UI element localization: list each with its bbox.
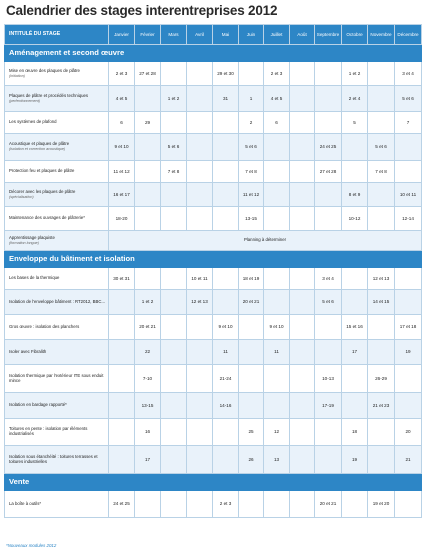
date-cell <box>368 207 395 231</box>
date-cell <box>342 393 368 419</box>
date-cell <box>395 268 422 290</box>
table-row <box>5 183 422 207</box>
date-cell: 12 et 13 <box>187 290 213 315</box>
course-name-label: La boîte à outils* <box>9 500 42 506</box>
course-name <box>5 419 109 446</box>
date-cell: 20 et 21 <box>315 491 342 518</box>
date-cell: 9 et 10 <box>213 315 239 340</box>
course-name-label: Isolation thermique par l'extérieur ITE sous enduit mince <box>9 372 104 383</box>
date-cell: 29 <box>135 112 161 134</box>
date-cell: 2 et 3 <box>109 62 135 86</box>
course-name-label: Gros œuvre : isolation des planchers <box>9 323 80 329</box>
date-cell <box>161 419 187 446</box>
date-cell <box>342 161 368 183</box>
date-cell: 12 <box>264 419 290 446</box>
date-cell <box>135 183 161 207</box>
date-cell <box>161 446 187 474</box>
course-name-label: Acoustique et plaques de plâtre <box>9 141 70 147</box>
date-cell <box>161 290 187 315</box>
table-row <box>5 290 422 315</box>
date-cell: 7 et 8 <box>368 161 395 183</box>
date-cell <box>342 491 368 518</box>
course-name <box>5 86 109 112</box>
date-cell <box>213 446 239 474</box>
date-cell <box>239 491 264 518</box>
header-month: Novembre <box>368 25 395 45</box>
date-cell <box>161 491 187 518</box>
date-cell <box>290 134 315 161</box>
course-name-label: Les systèmes de plafond <box>9 119 57 125</box>
date-cell <box>342 268 368 290</box>
date-cell <box>187 315 213 340</box>
date-cell: 1 et 2 <box>161 86 187 112</box>
date-cell <box>368 419 395 446</box>
course-name-subtitle: (initiation) <box>9 73 25 78</box>
date-cell: 9 et 10 <box>109 134 135 161</box>
date-cell <box>342 290 368 315</box>
date-cell: 27 et 28 <box>135 62 161 86</box>
date-cell <box>315 112 342 134</box>
date-cell: 18-20 <box>109 207 135 231</box>
header-month: Août <box>290 25 315 45</box>
date-cell <box>213 290 239 315</box>
table-row <box>5 62 422 86</box>
date-cell: 31 <box>213 86 239 112</box>
header-month: Juin <box>239 25 264 45</box>
date-cell: 21 et 23 <box>368 393 395 419</box>
date-cell: 14-16 <box>213 393 239 419</box>
date-cell <box>187 419 213 446</box>
date-cell <box>239 393 264 419</box>
table-row <box>5 315 422 340</box>
date-cell <box>264 161 290 183</box>
date-cell <box>290 161 315 183</box>
course-name <box>5 268 109 290</box>
date-cell: 26-29 <box>368 365 395 393</box>
course-name <box>5 393 109 419</box>
date-cell: 20 <box>395 419 422 446</box>
date-cell <box>315 86 342 112</box>
date-cell <box>368 315 395 340</box>
course-name-label: Maintenance des ouvrages de plâtrerie* <box>9 215 85 221</box>
date-cell: 7 et 8 <box>239 161 264 183</box>
date-cell: 8 et 9 <box>342 183 368 207</box>
date-cell <box>264 491 290 518</box>
date-cell: 6 <box>264 112 290 134</box>
date-cell <box>135 491 161 518</box>
date-cell: 2 et 4 <box>342 86 368 112</box>
date-cell <box>161 62 187 86</box>
date-cell <box>290 112 315 134</box>
course-name <box>5 340 109 365</box>
date-cell: 11 et 12 <box>239 183 264 207</box>
date-cell <box>213 112 239 134</box>
date-cell <box>161 207 187 231</box>
table-row <box>5 365 422 393</box>
date-cell: 6 <box>109 112 135 134</box>
date-cell <box>135 268 161 290</box>
date-cell <box>290 268 315 290</box>
date-cell: 18 <box>342 419 368 446</box>
date-cell: 4 et 5 <box>109 86 135 112</box>
date-cell: 20 et 21 <box>135 315 161 340</box>
course-name <box>5 207 109 231</box>
date-cell <box>290 183 315 207</box>
date-cell <box>109 290 135 315</box>
date-cell: 14 et 15 <box>368 290 395 315</box>
date-cell <box>395 393 422 419</box>
date-cell <box>161 268 187 290</box>
course-name-label: Isolation de l'enveloppe bâtiment : RT2012, BBC... <box>9 298 106 304</box>
date-cell <box>264 365 290 393</box>
header-month: Juillet <box>264 25 290 45</box>
date-cell <box>368 340 395 365</box>
table-row <box>5 231 422 251</box>
date-cell <box>315 340 342 365</box>
date-cell <box>342 365 368 393</box>
date-cell <box>187 86 213 112</box>
date-cell: 17-19 <box>315 393 342 419</box>
date-cell <box>135 161 161 183</box>
date-cell: 7 <box>395 112 422 134</box>
date-cell <box>290 290 315 315</box>
date-cell: 21-24 <box>213 365 239 393</box>
date-cell <box>213 268 239 290</box>
section-header <box>5 45 422 62</box>
date-cell: 4 et 5 <box>264 86 290 112</box>
date-cell <box>342 134 368 161</box>
table-row <box>5 491 422 518</box>
date-cell: 3 et 4 <box>315 268 342 290</box>
date-cell: 19 <box>342 446 368 474</box>
header-month: Septembre <box>315 25 342 45</box>
table-row <box>5 86 422 112</box>
table-row <box>5 112 422 134</box>
date-cell <box>290 62 315 86</box>
date-cell: 7-10 <box>135 365 161 393</box>
date-cell <box>213 419 239 446</box>
date-cell <box>187 446 213 474</box>
course-name-label: Isoler avec Fibralith <box>9 348 47 354</box>
date-cell: 13-15 <box>239 207 264 231</box>
date-cell <box>290 207 315 231</box>
date-cell <box>135 207 161 231</box>
date-cell: 5 et 6 <box>368 134 395 161</box>
date-cell: 12 et 13 <box>368 268 395 290</box>
date-cell <box>395 134 422 161</box>
header-month: Avril <box>187 25 213 45</box>
date-cell: 24 et 25 <box>109 491 135 518</box>
date-cell <box>315 315 342 340</box>
date-cell: 16 <box>135 419 161 446</box>
date-cell <box>239 340 264 365</box>
date-cell: 5 <box>342 112 368 134</box>
date-cell <box>264 134 290 161</box>
planning-note: Planning à déterminer <box>109 231 422 251</box>
date-cell: 5 et 6 <box>161 134 187 161</box>
course-name-label: Les bases de la thermique <box>9 275 60 281</box>
date-cell: 9 et 10 <box>264 315 290 340</box>
date-cell <box>290 315 315 340</box>
date-cell <box>239 315 264 340</box>
date-cell: 15 et 16 <box>342 315 368 340</box>
date-cell <box>290 393 315 419</box>
date-cell: 5 et 6 <box>315 290 342 315</box>
course-name <box>5 446 109 474</box>
course-name-label: Isolation sous étanchéité : toitures terrasses et toitures industrielles <box>9 453 98 464</box>
date-cell: 12-14 <box>395 207 422 231</box>
date-cell: 2 et 3 <box>213 491 239 518</box>
date-cell <box>290 446 315 474</box>
table-row <box>5 393 422 419</box>
date-cell <box>161 365 187 393</box>
course-name <box>5 161 109 183</box>
course-name <box>5 134 109 161</box>
page-title: Calendrier des stages interentreprises 2012 <box>6 3 278 18</box>
date-cell: 5 et 6 <box>395 86 422 112</box>
date-cell: 19 <box>395 340 422 365</box>
date-cell <box>161 315 187 340</box>
date-cell: 29 et 30 <box>213 62 239 86</box>
date-cell: 5 et 6 <box>239 134 264 161</box>
date-cell: 3 et 4 <box>395 62 422 86</box>
header-course-title: INTITULÉ DU STAGE <box>5 25 109 45</box>
date-cell: 20 et 21 <box>239 290 264 315</box>
date-cell <box>109 315 135 340</box>
course-name <box>5 62 109 86</box>
section-header <box>5 474 422 491</box>
date-cell <box>109 446 135 474</box>
date-cell: 17 <box>342 340 368 365</box>
date-cell <box>187 340 213 365</box>
date-cell <box>290 86 315 112</box>
date-cell <box>264 393 290 419</box>
course-name-label: Isolation en bardage rapporté* <box>9 402 67 408</box>
course-name <box>5 315 109 340</box>
date-cell <box>213 134 239 161</box>
date-cell: 25 <box>239 419 264 446</box>
date-cell: 7 et 8 <box>161 161 187 183</box>
date-cell <box>213 207 239 231</box>
section-title: Vente <box>5 474 422 491</box>
table-row <box>5 268 422 290</box>
date-cell: 1 et 2 <box>135 290 161 315</box>
date-cell <box>315 62 342 86</box>
course-name <box>5 183 109 207</box>
date-cell: 11 <box>213 340 239 365</box>
date-cell <box>109 365 135 393</box>
date-cell: 26 <box>239 446 264 474</box>
date-cell: 11 <box>264 340 290 365</box>
course-name <box>5 231 109 251</box>
date-cell <box>395 290 422 315</box>
date-cell <box>187 62 213 86</box>
course-name-label: Plaques de plâtre et procédés techniques <box>9 92 89 98</box>
date-cell <box>290 491 315 518</box>
date-cell: 13 <box>264 446 290 474</box>
date-cell: 10-12 <box>342 207 368 231</box>
date-cell <box>290 419 315 446</box>
date-cell <box>187 112 213 134</box>
date-cell <box>109 340 135 365</box>
date-cell <box>187 183 213 207</box>
section-header <box>5 251 422 268</box>
date-cell <box>395 365 422 393</box>
date-cell: 1 et 2 <box>342 62 368 86</box>
date-cell <box>315 419 342 446</box>
date-cell <box>161 340 187 365</box>
date-cell <box>161 393 187 419</box>
date-cell: 1 <box>239 86 264 112</box>
date-cell <box>213 161 239 183</box>
date-cell: 11 et 12 <box>109 161 135 183</box>
date-cell <box>368 112 395 134</box>
course-name-label: Mise en œuvre des plaques de plâtre <box>9 67 80 73</box>
date-cell <box>187 207 213 231</box>
header-row <box>5 25 422 45</box>
date-cell <box>315 183 342 207</box>
date-cell <box>395 161 422 183</box>
course-name-label: Décorer avec les plaques de plâtre <box>9 188 76 194</box>
date-cell <box>368 183 395 207</box>
date-cell: 17 et 18 <box>395 315 422 340</box>
course-name <box>5 112 109 134</box>
section-title: Aménagement et second œuvre <box>5 45 422 62</box>
date-cell: 24 et 25 <box>315 134 342 161</box>
course-name <box>5 290 109 315</box>
date-cell <box>264 207 290 231</box>
date-cell <box>395 491 422 518</box>
table-row <box>5 134 422 161</box>
date-cell <box>368 62 395 86</box>
date-cell <box>135 134 161 161</box>
date-cell: 22 <box>135 340 161 365</box>
date-cell: 16 et 17 <box>109 183 135 207</box>
date-cell: 21 <box>395 446 422 474</box>
date-cell <box>187 134 213 161</box>
date-cell: 2 <box>239 112 264 134</box>
date-cell <box>315 207 342 231</box>
course-name-label: Toitures en pente : isolation par éléments industrialisés <box>9 426 88 436</box>
date-cell <box>368 86 395 112</box>
course-name-subtitle: (perfectionnement) <box>9 98 40 103</box>
date-cell <box>161 112 187 134</box>
date-cell: 17 <box>135 446 161 474</box>
date-cell <box>264 290 290 315</box>
header-month: Février <box>135 25 161 45</box>
date-cell: 27 et 28 <box>315 161 342 183</box>
course-name-label: Protection feu et plaques de plâtre <box>9 168 75 174</box>
date-cell: 10 et 11 <box>187 268 213 290</box>
date-cell <box>161 183 187 207</box>
course-name-subtitle: (formation longue) <box>9 240 39 245</box>
section-title: Enveloppe du bâtiment et isolation <box>5 251 422 268</box>
date-cell <box>264 268 290 290</box>
date-cell: 30 et 31 <box>109 268 135 290</box>
table-row <box>5 419 422 446</box>
date-cell <box>187 393 213 419</box>
date-cell: 18 et 19 <box>239 268 264 290</box>
course-name <box>5 491 109 518</box>
date-cell <box>109 419 135 446</box>
table-row <box>5 340 422 365</box>
date-cell <box>109 393 135 419</box>
course-name-subtitle: (isolation et correction acoustique) <box>9 147 66 152</box>
date-cell <box>213 183 239 207</box>
table-row <box>5 207 422 231</box>
date-cell: 13-15 <box>135 393 161 419</box>
header-month: Octobre <box>342 25 368 45</box>
table-row <box>5 161 422 183</box>
date-cell <box>264 183 290 207</box>
date-cell <box>239 62 264 86</box>
date-cell <box>239 365 264 393</box>
table-row <box>5 446 422 474</box>
date-cell: 10 et 11 <box>395 183 422 207</box>
calendar-table <box>4 24 422 518</box>
date-cell: 2 et 3 <box>264 62 290 86</box>
date-cell <box>187 161 213 183</box>
footnote: *Nouveaux modules 2012 <box>6 543 57 548</box>
header-month: Décembre <box>395 25 422 45</box>
date-cell <box>315 446 342 474</box>
date-cell: 10-13 <box>315 365 342 393</box>
date-cell: 19 et 20 <box>368 491 395 518</box>
course-name <box>5 365 109 393</box>
header-month: Mai <box>213 25 239 45</box>
course-name-subtitle: (spécialisation) <box>9 194 34 199</box>
date-cell <box>187 491 213 518</box>
date-cell <box>135 86 161 112</box>
date-cell <box>187 365 213 393</box>
date-cell <box>290 365 315 393</box>
course-name-label: Apprentissage plaquiste <box>9 234 55 240</box>
header-month: Mars <box>161 25 187 45</box>
header-month: Janvier <box>109 25 135 45</box>
date-cell <box>290 340 315 365</box>
date-cell <box>368 446 395 474</box>
